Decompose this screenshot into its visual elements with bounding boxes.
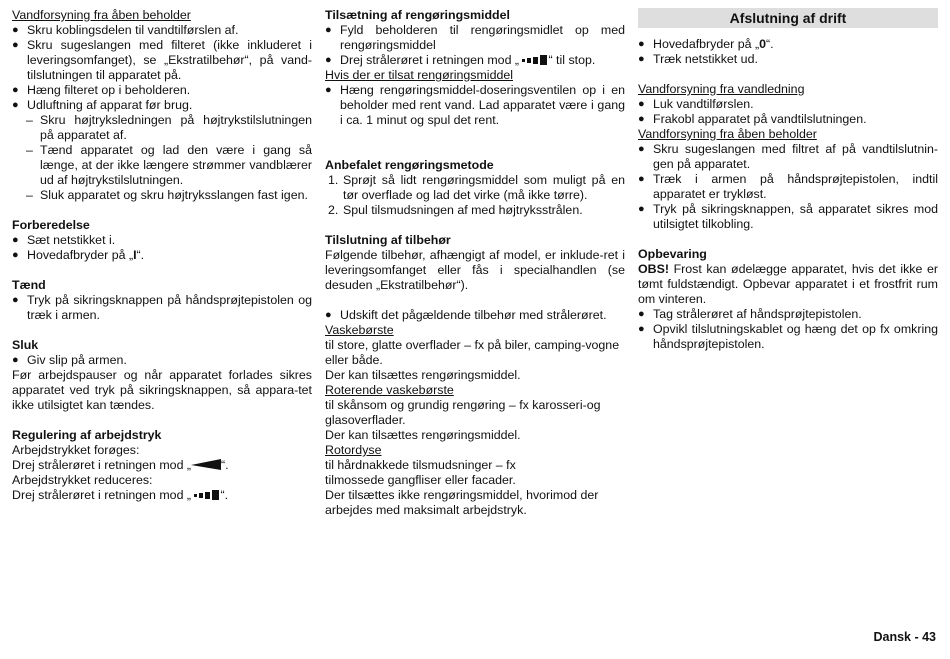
- list-item: ● Frakobl apparatet på vandtilslutningen.: [638, 112, 938, 127]
- subheading-detergent-added: Hvis der er tilsat rengøringsmiddel: [325, 68, 513, 82]
- list-item: ● Skru sugeslangen med filtret af på vandtilslutnin-gen på apparatet.: [638, 142, 938, 172]
- warning-label: OBS!: [638, 262, 669, 276]
- pressure-increase-icon: [191, 459, 221, 470]
- list-item: ● Luk vandtilførslen.: [638, 97, 938, 112]
- heading-preparation: Forberedelse: [12, 218, 90, 232]
- paragraph: Følgende tilbehør, afhængigt af model, er inklude-ret i leveringsomfanget eller fås i specialhandlen (se desuden „Ekstratilbehør“).: [325, 248, 625, 292]
- heading-accessories: Tilslutning af tilbehør: [325, 233, 451, 247]
- heading-water-supply-open-container: Vandforsyning fra åben beholder: [12, 8, 191, 22]
- paragraph: Drej strålerøret i retningen mod „ “.: [12, 458, 229, 472]
- heading-water-supply-line: Vandforsyning fra vandledning: [638, 82, 805, 96]
- subheading-rotating-brush: Roterende vaskebørste: [325, 383, 454, 397]
- paragraph: Der kan tilsættes rengøringsmiddel.: [325, 368, 521, 382]
- paragraph: Der tilsættes ikke rengøringsmiddel, hvorimod der arbejdes med maksimalt arbejdstryk.: [325, 488, 599, 517]
- section-title-box: Afslutning af drift: [638, 8, 938, 28]
- heading-recommended-method: Anbefalet rengøringsmetode: [325, 158, 494, 172]
- list-item: ● Udluftning af apparat før brug.: [12, 98, 312, 113]
- heading-storage: Opbevaring: [638, 247, 707, 261]
- list-item: ● Hæng filteret op i beholderen.: [12, 83, 312, 98]
- paragraph: Der kan tilsættes rengøringsmiddel.: [325, 428, 521, 442]
- subheading-wash-brush: Vaskebørste: [325, 323, 394, 337]
- heading-add-detergent: Tilsætning af rengøringsmiddel: [325, 8, 510, 22]
- paragraph: til skånsom og grundig rengøring – fx karosseri-og glasoverflader.: [325, 398, 601, 427]
- list-item: ● Udskift det pågældende tilbehør med strålerøret.: [325, 308, 625, 323]
- paragraph: til store, glatte overflader – fx på biler, camping-vogne eller både.: [325, 338, 620, 367]
- paragraph: Arbejdstrykket reduceres:: [12, 473, 153, 487]
- heading-water-supply-open-container: Vandforsyning fra åben beholder: [638, 127, 817, 141]
- heading-pressure-regulation: Regulering af arbejdstryk: [12, 428, 162, 442]
- pressure-decrease-icon: [194, 490, 220, 500]
- paragraph: Før arbejdspauser og når apparatet forlades sikres apparatet ved tryk på sikringsknappen, så appara-tet ikke utilsigtet kan tændes.: [12, 368, 312, 412]
- page-number: Dansk - 43: [873, 630, 936, 644]
- dash-item: – Sluk apparatet og skru højtryksslangen fast igen.: [12, 188, 312, 203]
- list-item: ● Træk netstikket ud.: [638, 52, 938, 67]
- column-middle: [325, 8, 625, 518]
- list-item: ● Drej strålerøret i retningen mod „ “ til stop.: [325, 53, 625, 68]
- paragraph: Drej strålerøret i retningen mod „ “.: [12, 488, 229, 502]
- heading-switch-on: Tænd: [12, 278, 46, 292]
- list-item: ● Træk i armen på håndsprøjtepistolen, indtil apparatet er trykløst.: [638, 172, 938, 202]
- list-item: ● Tryk på sikringsknappen, så apparatet sikres mod utilsigtet tilkobling.: [638, 202, 938, 232]
- list-item: ● Hæng rengøringsmiddel-doseringsventilen op i en beholder med rent vand. Lad apparatet være i gang i ca. 1 minut og spul det rent.: [325, 83, 625, 128]
- paragraph: OBS! Frost kan ødelægge apparatet, hvis det ikke er tømt fuldstændigt. Opbevar apparatet i et frostfrit rum om vinteren.: [638, 262, 938, 306]
- list-item: ● Hovedafbryder på „I“.: [12, 248, 312, 263]
- pressure-decrease-icon: [522, 55, 548, 65]
- dash-item: – Tænd apparatet og lad den være i gang så længe, at der ikke længere strømmer vandblærer ud af højtrykstilslutningen.: [12, 143, 312, 188]
- list-item: ● Skru koblingsdelen til vandtilførslen af.: [12, 23, 312, 38]
- list-item: ● Tryk på sikringsknappen på håndsprøjtepistolen og træk i armen.: [12, 293, 312, 323]
- column-left: [12, 8, 312, 503]
- list-item: ● Tag strålerøret af håndsprøjtepistolen.: [638, 307, 938, 322]
- paragraph: Arbejdstrykket forøges:: [12, 443, 140, 457]
- list-item: ● Skru sugeslangen med filteret (ikke inkluderet i leveringsomfanget), se „Ekstratilbehør“, på vand-tilslutningen til apparatet på.: [12, 38, 312, 83]
- list-item: ● Sæt netstikket i.: [12, 233, 312, 248]
- list-item: ● Hovedafbryder på „0“.: [638, 37, 938, 52]
- heading-switch-off: Sluk: [12, 338, 39, 352]
- list-item: ● Giv slip på armen.: [12, 353, 312, 368]
- paragraph: til hårdnakkede tilsmudsninger – fx: [325, 458, 516, 472]
- dash-item: – Skru højtryksledningen på højtrykstilslutningen på apparatet af.: [12, 113, 312, 143]
- numbered-item: 1. Sprøjt så lidt rengøringsmiddel som muligt på en tør overflade og lad det virke (må ikke tørre).: [328, 173, 625, 202]
- list-item: ● Fyld beholderen til rengøringsmidlet op med rengøringsmiddel: [325, 23, 625, 53]
- paragraph: tilmossede gangfliser eller facader.: [325, 473, 516, 487]
- column-right: [638, 8, 938, 352]
- subheading-rotor-nozzle: Rotordyse: [325, 443, 382, 457]
- numbered-item: 2. Spul tilsmudsningen af med højtryksstrålen.: [328, 203, 583, 217]
- list-item: ● Opvikl tilslutningskablet og hæng det op fx omkring håndsprøjtepistolen.: [638, 322, 938, 352]
